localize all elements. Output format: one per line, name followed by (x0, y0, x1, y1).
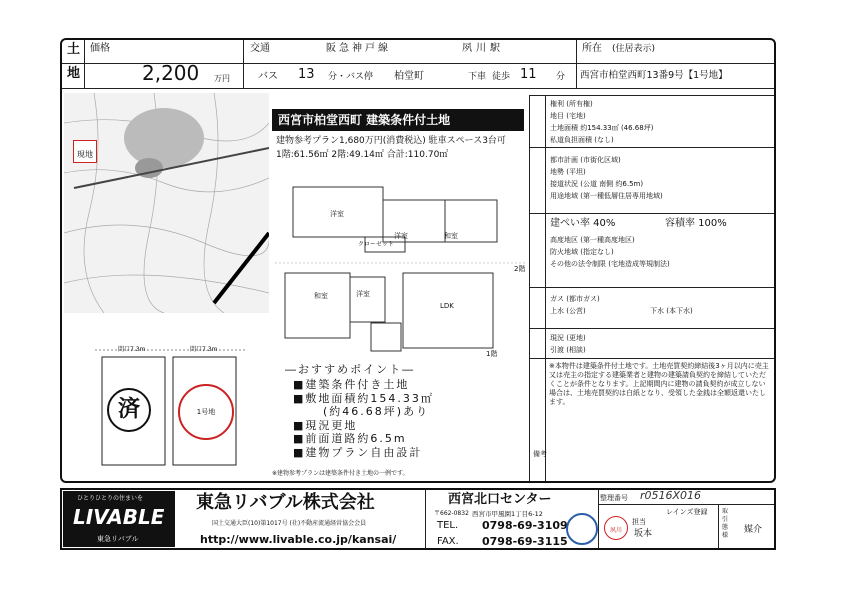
floor2-label: 2階 (514, 265, 526, 273)
col-divider (576, 40, 577, 88)
point-item: ■建物プラン自由設計 (293, 445, 423, 459)
ref-label: 整理番号 (600, 494, 628, 502)
tel-label: TEL. (437, 520, 459, 531)
spec-fire-zone: 防火地域 (指定なし) (550, 248, 614, 256)
spec-height-district: 高度地区 (第一種高度地区) (550, 236, 635, 244)
room-washitsu-b: 和室 (314, 292, 328, 300)
remarks-text: ※本物件は建築条件付土地です。土地売買契約締結後3ヶ月以内に売主又は売主の指定する建築業者と建物の建築請負契約を締結していただくことが条件となります。上記期間内に建物の請負契約が成立しない場合は、土地売買契約は白紙となり、受領した金銭は全額返還いたします。 (549, 362, 769, 406)
spec-gas: ガス (都市ガス) (550, 295, 600, 303)
spec-label-border (545, 95, 546, 481)
category-top: 土 (67, 42, 81, 57)
station-name: 夙川駅 (462, 43, 504, 54)
points-heading: ―おすすめポイント― (285, 363, 416, 376)
spec-sewer: 下水 (本下水) (650, 307, 693, 315)
spec-sep (529, 147, 774, 148)
footer-sep (598, 504, 774, 505)
spec-use-zone: 用途地域 (第一種低層住居専用地域) (550, 192, 663, 200)
line-name: 阪急神戸線 (326, 43, 391, 54)
bus-stop-name: 柏堂町 (394, 71, 424, 82)
price-value: 2,200 (142, 61, 200, 85)
tel-number: 0798-69-3109 (482, 519, 568, 532)
point-item: ■敷地面積約154.33㎡ (293, 391, 434, 405)
center-name: 西宮北口センター (448, 492, 552, 507)
floor-plan-graphic (275, 165, 525, 365)
floor1-label: 1階 (486, 350, 498, 358)
spec-terrain: 地勢 (平坦) (550, 168, 586, 176)
bus-label: バス (258, 71, 278, 82)
company-url[interactable]: http://www.livable.co.jp/kansai/ (200, 533, 397, 546)
walk-unit: 分 (556, 72, 566, 82)
get-off-label: 下車 (468, 72, 487, 82)
plan-floor-areas: 1階:61.56㎡ 2階:49.14㎡ 合計:110.70㎡ (276, 150, 449, 160)
spec-land-category: 地目 (宅地) (550, 112, 586, 120)
room-closet: クローゼット (358, 241, 394, 248)
spec-left-border (529, 95, 530, 481)
footer-divider (425, 490, 426, 548)
spec-delivery: 引渡 (相談) (550, 346, 586, 354)
seal-mark (566, 513, 598, 545)
agent-stamp (604, 516, 628, 540)
lot-b-circle (178, 384, 234, 440)
address: 西宮市柏堂西町13番9号【1号地】 (580, 70, 728, 81)
ref-value: r0516X016 (640, 489, 702, 502)
room-yoshitsu-c: 洋室 (356, 290, 370, 298)
points-list (293, 378, 434, 459)
col-divider (243, 40, 244, 88)
spec-sep (529, 213, 774, 214)
fax-number: 0798-69-3115 (482, 535, 568, 548)
spec-sep (529, 95, 774, 96)
lot-a-frontage: 間口7.3m (118, 346, 146, 353)
spec-sep (529, 358, 774, 359)
bus-minutes: 13 (298, 67, 315, 82)
spec-far: 容積率 100% (665, 218, 727, 229)
plan-title-box (272, 109, 524, 131)
brand-logo (63, 491, 175, 547)
contract-value: 媒介 (744, 525, 763, 535)
spec-sep (529, 328, 774, 329)
room-ldk: LDK (440, 302, 454, 310)
bus-stop-text: 分・バス停 (328, 72, 374, 82)
remarks-label: 備考 (533, 450, 547, 458)
agent-stamp-text: 夙川 (609, 527, 622, 534)
walk-label: 徒歩 (492, 72, 511, 82)
location-note: (住居表示) (612, 44, 656, 54)
plan-title: 西宮市柏堂西町 建築条件付土地 (278, 113, 451, 127)
site-marker (73, 140, 97, 163)
reins-label: レインズ登録 (666, 508, 708, 516)
map-graphic (64, 93, 269, 313)
sold-stamp (107, 388, 151, 432)
center-address: 西宮市甲風園1丁目6-12 (472, 510, 543, 518)
brand-sub: 東急リバブル (97, 535, 139, 543)
logo-caption: ひとりひとりの住まいを (77, 495, 144, 502)
company-name: 東急リバブル株式会社 (196, 492, 375, 513)
room-washitsu-a: 和室 (444, 232, 458, 240)
room-yoshitsu-b: 洋室 (394, 232, 408, 240)
site-marker-label: 現地 (77, 150, 93, 159)
spec-city-planning: 都市計画 (市街化区域) (550, 156, 621, 164)
room-yoshitsu-a: 洋室 (330, 210, 344, 218)
lot-b-frontage: 間口7.3m (190, 346, 218, 353)
manager-name: 坂本 (634, 529, 653, 539)
spec-rights: 権利 (所有権) (550, 100, 593, 108)
lot-b-label: 1号地 (196, 408, 216, 416)
point-item: (約46.68坪)あり (323, 405, 430, 418)
price-unit: 万円 (214, 74, 230, 83)
plan-reference: 建物参考プラン1,680万円(消費税込) 駐車スペース3台可 (276, 136, 506, 146)
point-item: ■建築条件付き土地 (293, 378, 410, 391)
fax-label: FAX. (437, 536, 459, 547)
walk-minutes: 11 (520, 67, 537, 82)
header-bottom (62, 88, 774, 89)
area-map (64, 93, 269, 313)
sold-stamp-text: 済 (117, 397, 140, 422)
spec-water: 上水 (公営) (550, 307, 586, 315)
point-item: ■前面道路約6.5m (293, 432, 407, 445)
points-footnote: ※建物参考プランは建築条件付き土地の一例です。 (272, 470, 409, 477)
col-divider (84, 40, 85, 88)
center-zip: 〒662-0832 (434, 510, 469, 517)
spec-coverage: 建ぺい率 40% (550, 218, 616, 229)
spec-land-area: 土地面積 約154.33㎡ (46.68坪) (550, 124, 654, 132)
contract-label: 取引態様 (722, 508, 729, 539)
spec-road-access: 接道状況 (公道 南側 約6.5m) (550, 180, 644, 188)
category-bottom: 地 (67, 66, 81, 81)
point-item: ■現況更地 (293, 418, 358, 432)
footer-divider (718, 504, 719, 548)
brand-name: LIVABLE (73, 505, 165, 529)
spec-current-status: 現況 (更地) (550, 334, 586, 342)
spec-other-limits: その他の法令制限 (宅地造成等規制法) (550, 260, 670, 268)
spec-sep (529, 287, 774, 288)
license-info: 国土交通大臣(10)第1017号 (社)不動産流通経営協会会員 (212, 520, 367, 527)
location-label: 所在 (582, 43, 602, 54)
manager-label: 担当 (632, 518, 646, 526)
price-label: 価格 (90, 43, 110, 54)
footer-divider (598, 490, 599, 548)
transit-label: 交通 (250, 43, 270, 54)
spec-private-road: 私道負担面積 (なし) (550, 136, 614, 144)
floor-plan (275, 165, 525, 365)
